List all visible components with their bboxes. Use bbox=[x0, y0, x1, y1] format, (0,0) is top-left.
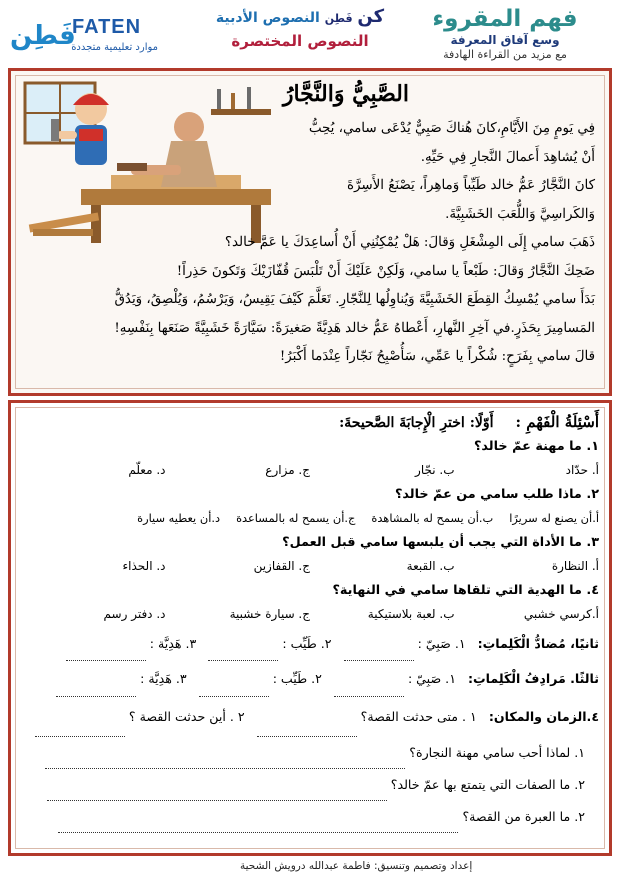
brand-tagline: مع مزيد من القراءة الهادفة bbox=[443, 48, 567, 61]
antonyms-label: ثانيًا، مُضادُّ الْكَلِماتِ: bbox=[477, 636, 599, 651]
mcq-question bbox=[21, 435, 599, 457]
place-question: ٢ . أين حدثت القصة ؟ bbox=[128, 709, 245, 724]
mcq-option[interactable]: د. معلّم bbox=[128, 463, 166, 477]
open-answer-blank[interactable] bbox=[58, 819, 458, 833]
questions-area bbox=[21, 409, 599, 833]
synonym-answer-blank[interactable] bbox=[334, 683, 404, 697]
open-answer-blank[interactable] bbox=[47, 787, 387, 801]
brand-reading-comprehension bbox=[400, 6, 610, 62]
synonym-item: ١. صَبِيّ : bbox=[407, 671, 456, 686]
mcq-option[interactable]: أ.كرسي خشبي bbox=[523, 607, 599, 621]
open-question-row bbox=[21, 801, 599, 833]
story-line: قالَ سامي بِفَرَحٍ: شُكْراً يا عَمِّي، سَأُصْبِحُ نَجّاراً عِنْدَما أَكْبَرُ! bbox=[279, 349, 595, 364]
story-title: الصَّبِيُّ وَالنَّجَّارُ bbox=[282, 81, 409, 107]
open-question: ٢. ما العبرة من القصة؟ bbox=[462, 809, 585, 824]
story-line: فِي يَومٍ مِنَ الأَيَّامِ،كانَ هُناكَ صَبِيٌّ يُدْعَى سامي، يُحِبُّ bbox=[308, 121, 595, 136]
mcq-option[interactable]: أ. حدّاد bbox=[565, 463, 599, 477]
synonyms-row bbox=[21, 661, 599, 697]
story-line: ضَحِكَ النَّجَّارُ وَقالَ: طَبْعاً يا سامي، وَلَكِنْ عَلَيْكَ أَنْ تَلْبَسَ قُفّازَيْكَ وَتَكونَ حَذِراً! bbox=[176, 263, 595, 279]
mcq-option[interactable]: د.أن يعطيه سيارة bbox=[137, 511, 221, 525]
open-answer-blank[interactable] bbox=[45, 755, 405, 769]
mcq-question bbox=[21, 483, 599, 505]
mcq-option[interactable]: ب. القبعة bbox=[406, 559, 455, 573]
brand-kun-extra: فَطِن bbox=[324, 12, 353, 25]
mcq-option[interactable]: ج. مزارع bbox=[265, 463, 310, 477]
story-line: كانَ النَّجَّارُ عَمُّ خالد طَيِّباً وَماهِراً، يَصْنَعُ الأَسِرَّةَ bbox=[346, 178, 595, 193]
mcq-option[interactable]: ب.أن يسمح له بالمشاهدة bbox=[371, 511, 494, 525]
brand-kun: كن bbox=[357, 6, 385, 27]
brand-be-smart bbox=[190, 6, 410, 52]
mcq-option[interactable]: أ.أن يصنع له سريرًا bbox=[509, 511, 599, 525]
mcq-option[interactable]: أ. النظارة bbox=[551, 559, 599, 573]
faten-logo-english: FATEN bbox=[72, 16, 142, 38]
synonym-answer-blank[interactable] bbox=[199, 683, 269, 697]
mcq-options bbox=[21, 553, 599, 579]
mcq-options bbox=[21, 601, 599, 627]
mcq-option[interactable]: ب. لعبة بلاستيكية bbox=[367, 607, 455, 621]
antonym-item: ٢. طَيِّب : bbox=[282, 636, 332, 651]
time-place-row bbox=[21, 697, 599, 737]
faten-logo bbox=[10, 8, 160, 62]
brand-mid-line1 bbox=[190, 6, 410, 30]
mcq-option[interactable]: ج.أن يسمح له بالمساعدة bbox=[236, 511, 356, 525]
time-place-label: ٤.الزمان والمكان: bbox=[488, 709, 599, 724]
open-question: ١. لماذا أحب سامي مهنة النجارة؟ bbox=[409, 745, 585, 760]
page-header bbox=[0, 0, 620, 66]
synonym-item: ٢. طَيِّب : bbox=[272, 671, 322, 686]
synonym-answer-blank[interactable] bbox=[56, 683, 136, 697]
story-line: المَسامِيرَ بِحَذَرٍ.في آخِرِ النَّهارِ، أَعْطاهُ عَمُّ خالد هَدِيَّةً صَغيرَةً: سَيَّارَةً خَشَبِيَّةً صَنَعَها بِنَفْسِهِ! bbox=[114, 320, 595, 336]
brand-literary-texts: النصوص الأدبية bbox=[215, 10, 320, 26]
brand-short-texts: النصوص المختصرة bbox=[231, 32, 369, 50]
section-heading bbox=[21, 409, 599, 435]
synonyms-label: ثالثًا. مَرادِفُ الْكَلِماتِ: bbox=[467, 671, 599, 686]
mcq-option[interactable]: د. دفتر رسم bbox=[103, 607, 166, 621]
mcq-option[interactable]: ج. القفازين bbox=[253, 559, 310, 573]
mcq-question-text: ١. ما مهنة عمّ خالد؟ bbox=[473, 439, 599, 454]
story-line: ذَهَبَ سامي إِلَى المِشْغَلِ وَقالَ: هَلْ يُمْكِنُنِي أَنْ أُساعِدَكَ يا عَمَّ خالد؟ bbox=[224, 235, 595, 250]
antonym-answer-blank[interactable] bbox=[208, 647, 278, 661]
time-answer-blank[interactable] bbox=[257, 723, 357, 737]
story-line: بَدَأَ سامي يُمْسِكُ القِطَعَ الخَشَبِيَّةَ وَيُناوِلُها لِلنَّجّارِ. تَعَلَّمَ كَيْفَ يَقِيسُ، وَيَرْسُمُ، وَيُلْصِقُ، وَيَدُقُّ bbox=[114, 292, 595, 307]
brand-title: فهم المقروء bbox=[432, 6, 578, 32]
antonym-item: ١. صَبِيّ : bbox=[417, 636, 466, 651]
story-text bbox=[25, 115, 595, 372]
mcq-option[interactable]: د. الحذاء bbox=[122, 559, 166, 573]
open-question-row bbox=[21, 737, 599, 769]
story-line: أَنْ يُشاهِدَ أَعمالَ النَّجارِ فِي حَيِّهِ. bbox=[420, 149, 595, 165]
faten-logo-arabic: فَطِن bbox=[10, 16, 66, 62]
antonym-answer-blank[interactable] bbox=[344, 647, 414, 661]
mcq-options bbox=[21, 457, 599, 483]
questions-frame bbox=[8, 400, 612, 856]
story-line: وَالكَراسِيَّ وَاللُّعَبَ الخَشَبِيَّةَ. bbox=[445, 206, 595, 222]
mcq-option[interactable]: ج. سيارة خشبية bbox=[229, 607, 310, 621]
section-title: أَسْئِلَةُ الْفَهْمِ : bbox=[515, 413, 599, 431]
mcq-question-text: ٢. ماذا طلب سامي من عمّ خالد؟ bbox=[394, 487, 599, 502]
antonyms-row bbox=[21, 627, 599, 661]
part1-title: أَوّلًا: اخترِ الْإِجابَةَ الصَّحيحةَ: bbox=[339, 415, 494, 431]
faten-logo-subtitle: موارد تعليمية متجددة bbox=[71, 42, 158, 53]
mcq-options bbox=[21, 505, 599, 531]
footer-credit: إعداد وتصميم وتنسيق: فاطمة عبدالله درويش الشحية bbox=[240, 860, 473, 872]
synonym-item: ٣. هَدِيَّة : bbox=[140, 671, 187, 686]
page-footer bbox=[0, 858, 620, 878]
place-answer-blank[interactable] bbox=[35, 723, 125, 737]
open-question: ٢. ما الصفات التي يتمتع بها عمّ خالد؟ bbox=[390, 777, 585, 792]
mcq-question bbox=[21, 579, 599, 601]
open-question-row bbox=[21, 769, 599, 801]
mcq-option[interactable]: ب. نجّار bbox=[415, 463, 455, 477]
mcq-question-text: ٣. ما الأداة التي يجب أن يلبسها سامي قبل العمل؟ bbox=[282, 535, 599, 550]
antonym-item: ٣. هَدِيَّة : bbox=[149, 636, 197, 651]
mcq-question bbox=[21, 531, 599, 553]
time-question: ١ . متى حدثت القصة؟ bbox=[360, 709, 477, 724]
brand-subtitle: وسع آفاق المعرفة bbox=[450, 33, 560, 47]
story-frame bbox=[8, 68, 612, 396]
antonym-answer-blank[interactable] bbox=[66, 647, 146, 661]
mcq-question-text: ٤. ما الهدية التي تلقاها سامي في النهاية؟ bbox=[332, 583, 599, 598]
